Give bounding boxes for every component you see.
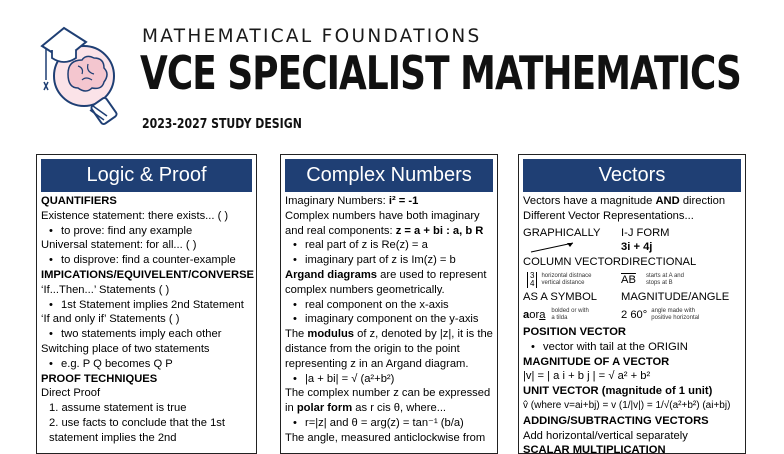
text-line: Different Vector Representations...	[523, 209, 694, 222]
brain-lightbulb-logo	[38, 22, 130, 134]
section-heading: QUANTIFIERS	[41, 195, 117, 207]
text-line: The modulus of z, denoted by |z|, it is the	[285, 328, 493, 341]
vectors-heading: Vectors	[523, 159, 741, 192]
vectors-panel	[518, 154, 746, 454]
bullet-item: • vector with tail at the ORIGIN	[523, 340, 741, 355]
text-line: The angle, measured anticlockwise from	[285, 431, 486, 444]
text-line: Switching place of two statements	[41, 342, 210, 355]
representation-row: 3 4 horizontal distnace vertical distance $\overline{AB}$ starts at A and stops at B	[523, 270, 741, 290]
text-line: Argand diagrams are used to represent	[285, 268, 487, 281]
magnitude-formula: |v| = | a i + b j | = √ a² + b²	[523, 370, 651, 383]
section-heading: SCALAR MULTIPLICATION	[523, 444, 666, 454]
section-heading: IMPICATIONS/EQUIVELENT/CONVERSE	[41, 268, 254, 281]
text-line: in polar form as r cis θ, where...	[285, 402, 447, 415]
numbered-step: statement implies the 2nd	[49, 431, 177, 444]
bullet-item: • r=|z| and θ = arg(z) = tan⁻¹ (b/a)	[285, 416, 493, 431]
section-heading: POSITION VECTOR	[523, 325, 626, 338]
text-line: and real components: z = a + bi : a, b R	[285, 224, 484, 237]
text-line: Universal statement: for all... ( )	[41, 239, 197, 252]
bullet-item: • real part of z is Re(z) = a	[285, 238, 493, 253]
bullet-item: • e.g. P Q becomes Q P	[41, 357, 252, 372]
text-line: ‘If...Then...’ Statements ( )	[41, 283, 170, 296]
bullet-item: • to disprove: find a counter-example	[41, 253, 252, 268]
page-title: VCE SPECIALIST MATHEMATICS	[140, 46, 741, 100]
text-line: distance from the origin to the point	[285, 342, 460, 355]
section-heading: PROOF TECHNIQUES	[41, 372, 158, 385]
text-line: Complex numbers have both imaginary	[285, 209, 480, 222]
text-line: complex numbers geometrically.	[285, 283, 445, 296]
unit-vector-formula: v̂ (where v=ai+bj) = v (1/|v|) = 1/√(a²+b²) (ai+bj)	[523, 399, 731, 411]
section-heading: MAGNITUDE OF A VECTOR	[523, 355, 670, 368]
text-line: Imaginary Numbers: i² = -1	[285, 195, 419, 207]
directional-ab: $\overline{AB}$	[621, 273, 636, 286]
study-design-subtitle: 2023-2027 STUDY DESIGN	[142, 117, 302, 132]
bullet-item: • |a + bi| = √ (a²+b²)	[285, 372, 493, 387]
logic-proof-panel	[36, 154, 257, 454]
vector-arrow-icon	[523, 240, 583, 254]
bullet-item: • two statements imply each other	[41, 327, 252, 342]
vectors-content	[519, 194, 745, 454]
complex-numbers-heading: Complex Numbers	[285, 159, 493, 192]
representation-row: COLUMN VECTOR DIRECTIONAL	[523, 256, 697, 269]
bullet-item: • to prove: find any example	[41, 224, 252, 239]
text-line: Vectors have a magnitude AND direction	[523, 195, 726, 207]
series-title: MATHEMATICAL FOUNDATIONS	[142, 26, 482, 47]
column-vector: 3 4	[527, 272, 537, 288]
numbered-step: 2. use facts to conclude that the 1st	[49, 416, 226, 429]
section-heading: ADDING/SUBTRACTING VECTORS	[523, 414, 709, 427]
text-line: Existence statement: there exists... ( )	[41, 209, 229, 222]
section-heading: UNIT VECTOR (magnitude of 1 unit)	[523, 385, 713, 398]
representation-row: AS A SYMBOL MAGNITUDE/ANGLE	[523, 291, 730, 304]
text-line: Add horizontal/vertical separately	[523, 429, 688, 442]
text-line: Direct Proof	[41, 387, 101, 400]
text-line: The complex number z can be expressed	[285, 387, 491, 400]
complex-numbers-content	[281, 194, 497, 446]
logic-proof-heading: Logic & Proof	[41, 159, 252, 192]
bullet-item: • real component on the x-axis	[285, 298, 493, 313]
text-line: ‘If and only if’ Statements ( )	[41, 313, 180, 326]
bullet-item: • imaginary component on the y-axis	[285, 312, 493, 327]
bullet-item: • 1st Statement implies 2nd Statement	[41, 298, 252, 313]
complex-numbers-panel	[280, 154, 498, 454]
logic-proof-content	[37, 194, 256, 446]
representation-row: GRAPHICALLY I-J FORM	[523, 226, 670, 239]
representation-row: a or a bolded or with a tilda 2 60° angle made with positive horizontal	[523, 307, 700, 321]
text-line: representing z in an Argand diagram.	[285, 357, 469, 370]
numbered-step: 1. assume statement is true	[49, 402, 187, 415]
bullet-item: • imaginary part of z is Im(z) = b	[285, 253, 493, 268]
representation-row: 3i + 4j	[523, 240, 741, 255]
